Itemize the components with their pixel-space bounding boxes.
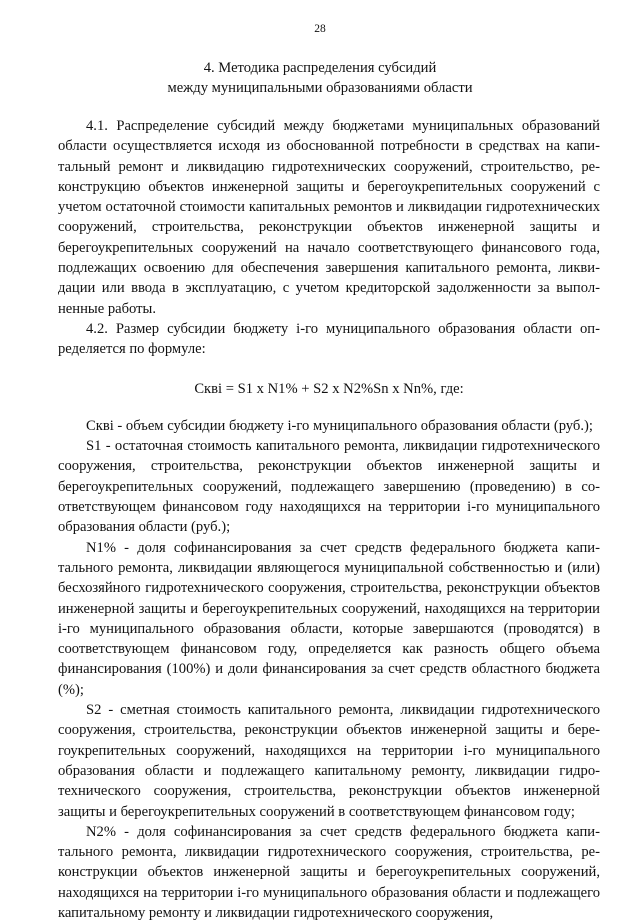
definition-s1: S1 - остаточная стоимость капитального ремонта, ликвидации гидротехнического сооружения, строительства, реконструкции объектов инженерной защиты и берегоукрепительных сооружений, подлежащего завершению (проведению) в соответствующем финансовом году находящихся на территории i-го муниципального образования области (руб.); [58, 438, 600, 536]
definition-skvi: Скві - объем субсидии бюджету i-го муниципального образования области (руб.); [86, 417, 593, 434]
paragraph-4-1: 4.1. Распределение субсидий между бюджетами муниципальных образований области осуществляется исходя из обоснованной потребности в средствах на капитальный ремонт и ликвидацию гидротехнических сооружений, строительство, реконструкцию объектов инженерной защиты и берегоукрепительных сооружений с учетом остаточной стоимости капитальных ремонтов и ликвидации гидротехнических сооружений, строительства, реконструкции объектов инженерной защиты и берегоукрепительных сооружений на начало соответствующего финансового года, подлежащих освоению для обеспечения завершения капитального ремонта, ликвидации или ввода в эксплуатацию, с учетом кредиторской задолженности за выполненные работы. [58, 118, 600, 317]
document-body [58, 116, 600, 923]
section-title-line-1: 4. Методика распределения субсидий [203, 60, 437, 76]
definition-n1: N1% - доля софинансирования за счет средств федерального бюджета капитального ремонта, ликвидации являющегося муниципальной собственностью и (или) бесхозяйного гидротехнического сооружения, строительства, реконструкции объектов инженерной защиты и берегоукрепительных сооружений, находящихся на территории i-го муниципального образования области, которые завершаются (проводятся) в соответствующем финансовом году, определяется как разность общего объема финансирования (100%) и доли финансирования за счет средств областного бюджета (%); [58, 539, 600, 698]
section-title [40, 58, 600, 98]
paragraph-4-2: 4.2. Размер субсидии бюджету i-го муниципального образования области определяется по формуле: [58, 320, 600, 358]
page-number: 28 [314, 23, 326, 35]
subsidy-formula: Скві = S1 x N1% + S2 x N2%Sn x Nn%, где: [194, 380, 464, 397]
definition-n2: N2% - доля софинансирования за счет средств федерального бюджета капитального ремонта, ликвидации гидротехнического сооружения, строительства, реконструкции объектов инженерной защиты и берегоукрепительных сооружений, находящихся на территории i-го муниципального образования области и подлежащего капитальному ремонту и ликвидации гидротехнического сооружения, [58, 823, 600, 921]
section-title-line-2: между муниципальными образованиями области [167, 80, 473, 96]
definition-s2: S2 - сметная стоимость капитального ремонта, ликвидации гидротехнического сооружения, строительства, реконструкции объектов инженерной защиты и берегоукрепительных сооружений, находящихся на территории i-го муниципального образования области и подлежащего капитальному ремонту, ликвидации гидротехнического сооружения, строительства, реконструкции объектов инженерной защиты и берегоукрепительных сооружений в соответствующем финансовом году; [58, 702, 600, 820]
